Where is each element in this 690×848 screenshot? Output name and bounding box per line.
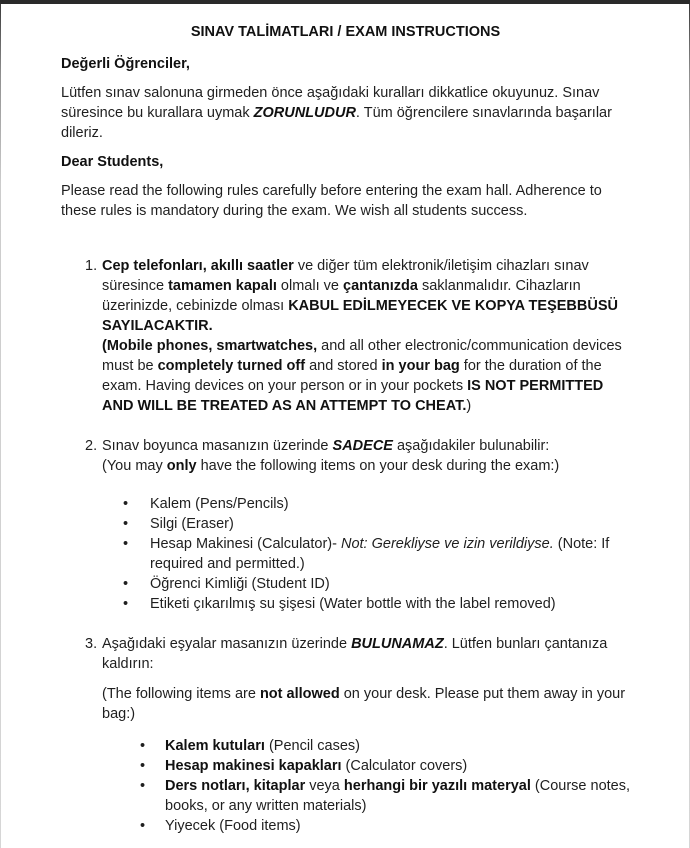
text-run: BULUNAMAZ: [351, 636, 444, 652]
list-item: [102, 756, 630, 776]
text-run: Lütfen sınav salonuna girmeden önce aşağıdaki kuralları dikkatlice okuyunuz. Sınav süresince bu kurallara uymak: [61, 85, 600, 121]
text-run: (The following items are: [102, 686, 260, 702]
text-run: Etiketi çıkarılmış su şişesi (Water bottle with the label removed): [150, 596, 556, 612]
list-item: [102, 736, 630, 756]
rule-paragraph-turkish: [102, 256, 630, 336]
text-run: ve diğer tüm elektronik/iletişim cihazları sınav süresince: [102, 258, 589, 294]
text-run: on your desk. Please put them away in your bag:): [102, 686, 626, 722]
text-run: Öğrenci Kimliği (Student ID): [150, 576, 330, 592]
rule-paragraph-turkish: [102, 436, 630, 456]
text-run: . Lütfen bunları çantanıza kaldırın:: [102, 636, 608, 672]
text-run: Cep telefonları, akıllı saatler: [102, 258, 294, 274]
list-item: [102, 574, 630, 594]
text-run: only: [166, 458, 197, 474]
allowed-items-list: [102, 494, 630, 614]
list-item: [102, 494, 630, 514]
list-item: [102, 594, 630, 614]
rule-paragraph-english: [102, 456, 630, 476]
text-run: aşağıdakiler bulunabilir:: [392, 438, 550, 454]
document-title: SINAV TALİMATLARI / EXAM INSTRUCTIONS: [190, 24, 501, 40]
text-run: Kalem kutuları: [165, 738, 265, 754]
text-run: in your bag: [381, 358, 460, 374]
text-run: çantanızda: [343, 278, 418, 294]
salutation-turkish: Değerli Öğrenciler,: [61, 56, 190, 72]
text-run: IS NOT PERMITTED AND WILL BE TREATED AS AN ATTEMPT TO CHEAT.: [102, 378, 604, 414]
rule-item-forbidden-items: [61, 634, 630, 836]
document-content: [0, 4, 690, 836]
rule-paragraph-turkish: [102, 634, 630, 674]
text-run: completely turned off: [157, 358, 306, 374]
text-run: Not: Gerekliyse ve izin verildiyse.: [340, 536, 554, 552]
intro-paragraph-turkish: [61, 83, 630, 143]
text-run: olmalı ve: [276, 278, 343, 294]
text-run: have the following items on your desk during the exam:): [196, 458, 560, 474]
rules-list: [61, 256, 630, 836]
text-run: Hesap Makinesi (Calculator)-: [150, 536, 341, 552]
text-run: for the duration of the exam. Having devices on your person or in your pockets: [102, 358, 602, 394]
text-run: SADECE: [332, 438, 393, 454]
text-run: and all other electronic/communication devices must be: [102, 338, 622, 374]
rule-number: 1.: [85, 258, 98, 274]
text-run: herhangi bir yazılı materyal: [343, 778, 531, 794]
rule-paragraph-english: [102, 684, 630, 724]
text-run: (Course notes, books, or any written materials): [165, 778, 631, 814]
text-run: ): [466, 398, 472, 414]
rule-paragraph-english: [102, 336, 630, 416]
rule-number: 3.: [85, 636, 98, 652]
text-run: KABUL EDİLMEYECEK VE KOPYA TEŞEBBÜSÜ SAYILACAKTIR.: [102, 298, 618, 334]
rule-item-devices: [61, 256, 630, 416]
text-run: Silgi (Eraser): [150, 516, 234, 532]
text-run: Yiyecek (Food items): [165, 818, 301, 834]
text-run: . Tüm öğrencilere sınavlarında başarılar dileriz.: [61, 105, 612, 141]
text-run: Hesap makinesi kapakları: [165, 758, 342, 774]
text-run: Kalem (Pens/Pencils): [150, 496, 289, 512]
text-run: Aşağıdaki eşyalar masanızın üzerinde: [102, 636, 352, 652]
text-run: and stored: [305, 358, 382, 374]
list-item: [102, 534, 630, 574]
rule-item-allowed-items: [61, 436, 630, 614]
text-run: (Note: If required and permitted.): [150, 536, 610, 572]
list-item: [102, 514, 630, 534]
forbidden-items-list: [102, 736, 630, 836]
text-run: ZORUNLUDUR: [253, 105, 356, 121]
text-run: Ders notları, kitaplar: [165, 778, 306, 794]
list-item: [102, 776, 630, 816]
rule-number: 2.: [85, 438, 98, 454]
intro-paragraph-english: Please read the following rules carefully before entering the exam hall. Adherence to these rules is mandatory during the exam. We wish all students success.: [61, 183, 602, 219]
text-run: tamamen kapalı: [168, 278, 277, 294]
salutation-english: Dear Students,: [61, 154, 164, 170]
text-run: (Pencil cases): [264, 738, 361, 754]
list-item: [102, 816, 630, 836]
text-run: veya: [305, 778, 344, 794]
page-left-edge: [0, 4, 1, 848]
text-run: (Calculator covers): [341, 758, 468, 774]
text-run: not allowed: [259, 686, 340, 702]
text-run: saklanmalıdır. Cihazların üzerinizde, cebinizde olması: [102, 278, 581, 314]
text-run: Sınav boyunca masanızın üzerinde: [102, 438, 333, 454]
text-run: (You may: [102, 458, 167, 474]
text-run: (Mobile phones, smartwatches,: [102, 338, 318, 354]
